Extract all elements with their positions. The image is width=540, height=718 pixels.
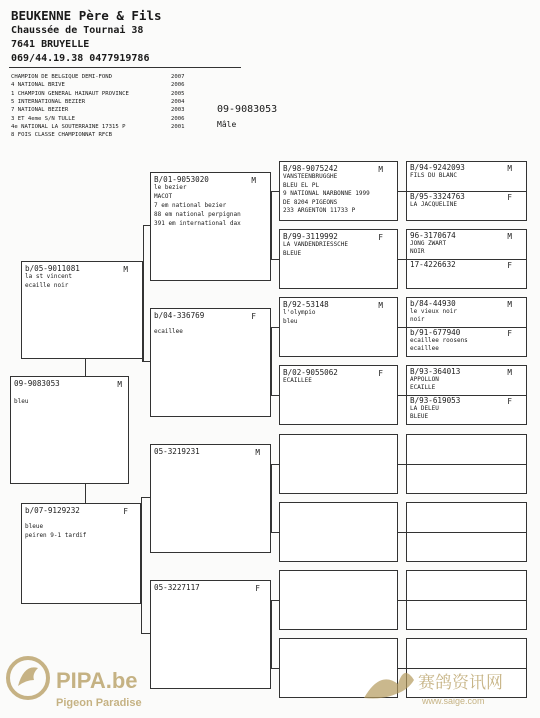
tree-connector xyxy=(271,259,279,260)
sex-marker: M xyxy=(507,368,512,377)
ring-number: B/02-9055062 xyxy=(283,368,338,377)
honor-year: 2006 xyxy=(171,115,185,122)
box-gen4 xyxy=(279,570,398,630)
sex-marker: M xyxy=(251,176,256,185)
pigeon-info-line: ECAILLE xyxy=(410,384,436,391)
honor-item xyxy=(11,90,185,98)
pigeon-info-line: BLEU EL PL xyxy=(283,181,320,189)
subject-sex: Mâle xyxy=(217,120,237,129)
ring-number: B/01-9053020 xyxy=(154,175,209,184)
pigeon-info-line: FILS DU BLANC xyxy=(410,172,457,179)
pair-divider xyxy=(407,532,526,533)
tree-connector xyxy=(85,359,86,376)
box-dam-dam xyxy=(150,580,271,689)
tree-connector xyxy=(398,191,406,192)
ring-number: B/95-3324763 xyxy=(410,192,465,201)
tree-connector xyxy=(141,553,142,633)
pigeon-info-line: DE 8204 PIGEONS xyxy=(283,198,338,206)
sex-marker: M xyxy=(507,164,512,173)
box-sire-sire xyxy=(150,172,271,281)
tree-connector xyxy=(271,668,279,669)
ring-number: B/92-53148 xyxy=(283,300,329,309)
tree-connector xyxy=(143,225,150,226)
box-dam-sire xyxy=(150,444,271,553)
pigeon-info-line: peiren 9-1 tardif xyxy=(25,532,87,539)
box-gen5-pair xyxy=(406,434,527,494)
pigeon-info-line: ecaillee roosens xyxy=(410,337,468,344)
box-gen5-pair xyxy=(406,570,527,630)
saige-brand-text: 赛鸽资讯网 xyxy=(418,673,503,693)
tree-connector xyxy=(141,497,150,498)
honor-item xyxy=(11,115,185,123)
tree-connector xyxy=(398,395,406,396)
honor-year: 2004 xyxy=(171,98,185,105)
tree-connector xyxy=(271,191,272,260)
ring-number: b/84-44930 xyxy=(410,299,456,308)
box-sire xyxy=(21,261,143,359)
honor-item xyxy=(11,133,112,139)
pigeon-info-line: bleu xyxy=(283,317,298,325)
pigeon-info-line: le bezier xyxy=(154,184,187,191)
sex-marker: M xyxy=(255,448,260,457)
pipa-tagline-text: Pigeon Paradise xyxy=(56,697,142,709)
sex-marker: F xyxy=(507,397,512,406)
box-gen5-pair xyxy=(406,297,527,357)
sex-marker: F xyxy=(378,233,383,242)
subject-ring: 09-9083053 xyxy=(217,104,278,115)
honor-item xyxy=(11,98,185,106)
tree-connector xyxy=(141,497,142,554)
honor-year: 2006 xyxy=(171,82,185,89)
honor-text: 4e NATIONAL LA SOUTERRAINE 17315 P xyxy=(11,123,126,130)
box-gen5-pair xyxy=(406,502,527,562)
sex-marker: M xyxy=(123,265,128,274)
ring-number: B/93-364013 xyxy=(410,367,461,376)
pigeon-info-line: noir xyxy=(410,316,425,323)
breeder-city: 7641 BRUYELLE xyxy=(11,39,90,50)
box-gen4 xyxy=(279,229,398,289)
sex-marker: M xyxy=(507,232,512,241)
pigeon-info-line: ecaillee xyxy=(410,345,439,352)
breeder-name: BEUKENNE Père & Fils xyxy=(11,8,162,23)
pigeon-info-line: la st vincent xyxy=(25,273,72,280)
sex-marker: F xyxy=(507,329,512,338)
tree-connector xyxy=(398,259,406,260)
pigeon-info-line: bleue xyxy=(25,523,44,530)
pigeon-info-line: LA JACQUELINE xyxy=(410,201,457,208)
pigeon-info-line: NOIR xyxy=(410,248,425,255)
tree-connector xyxy=(85,484,86,503)
honor-year: 2001 xyxy=(171,123,185,130)
pigeon-info-line: 7 em national bezier xyxy=(154,202,227,209)
honor-year: 2007 xyxy=(171,74,185,80)
pigeon-info-line: ecaillee xyxy=(154,328,183,335)
pigeon-info-line: ecaille noir xyxy=(25,282,69,289)
box-gen5-pair xyxy=(406,365,527,425)
pipa-watermark-logo xyxy=(4,650,154,712)
box-gen5-pair xyxy=(406,161,527,221)
tree-connector xyxy=(398,600,406,601)
pigeon-info-line: LA DELEU xyxy=(410,405,439,412)
ring-number: 05-3219231 xyxy=(154,447,200,456)
box-gen4 xyxy=(279,297,398,357)
box-sire-dam xyxy=(150,308,271,417)
sex-marker: M xyxy=(378,301,383,310)
sex-marker: F xyxy=(507,193,512,202)
honor-year: 2003 xyxy=(171,107,185,114)
tree-connector xyxy=(271,464,279,465)
sex-marker: M xyxy=(117,380,122,389)
ring-number: B/93-619053 xyxy=(410,396,461,405)
pigeon-info-line: MACOT xyxy=(154,193,173,200)
tree-connector xyxy=(271,464,272,532)
honor-item xyxy=(11,74,185,81)
pigeon-info-line: LA VANDENDRIESSCHE xyxy=(283,241,349,248)
pigeon-info-line: l'olympio xyxy=(283,309,316,316)
tree-connector xyxy=(271,600,279,601)
pigeon-info-line: ECAILLEE xyxy=(283,377,312,384)
sex-marker: F xyxy=(507,261,512,270)
ring-number: b/05-9011081 xyxy=(25,264,80,273)
tree-connector xyxy=(271,532,279,533)
tree-connector xyxy=(143,225,144,361)
honor-text: 8 FOIS CLASSE CHAMPIONNAT RFCB xyxy=(11,132,113,139)
tree-connector xyxy=(143,361,150,362)
honor-text: 4 NATIONAL BRIVE xyxy=(11,82,65,89)
sex-marker: F xyxy=(251,312,256,321)
ring-number: B/99-3119992 xyxy=(283,232,338,241)
ring-number: 09-9083053 xyxy=(14,379,60,388)
ring-number: B/94-9242093 xyxy=(410,163,465,172)
box-dam xyxy=(21,503,141,604)
breeder-street: Chaussée de Tournai 38 xyxy=(11,25,144,36)
honor-text: 3 ET 4eme S/N TULLE xyxy=(11,115,75,122)
honor-text: 5 INTERNATIONAL BEZIER xyxy=(11,98,86,105)
ring-number: b/04-336769 xyxy=(154,311,205,320)
pigeon-info-line: JONG ZWART xyxy=(410,240,447,247)
tree-connector xyxy=(142,310,143,362)
tree-connector xyxy=(398,532,406,533)
saige-watermark-logo xyxy=(358,650,538,712)
pigeon-info-line: bleu xyxy=(14,398,29,405)
ring-number: 17-4226632 xyxy=(410,260,456,269)
honor-text: 1 CHAMPION GENERAL HAINAUT PROVINCE xyxy=(11,90,129,97)
tree-connector xyxy=(271,191,279,192)
box-gen4 xyxy=(279,161,398,221)
pigeon-info-line: 233 ARGENTON 11733 P xyxy=(283,207,356,215)
box-gen4 xyxy=(279,365,398,425)
tree-connector xyxy=(398,327,406,328)
ring-number: b/07-9129232 xyxy=(25,506,80,515)
ring-number: b/91-677940 xyxy=(410,328,461,337)
sex-marker: M xyxy=(378,165,383,174)
sex-marker: M xyxy=(507,300,512,309)
pigeon-info-line: BLEUE xyxy=(283,249,302,257)
box-gen4 xyxy=(279,502,398,562)
pigeon-info-line: 9 NATIONAL NARBONNE 1999 xyxy=(283,190,370,198)
tree-connector xyxy=(398,464,406,465)
ring-number: B/98-9075242 xyxy=(283,164,338,173)
ring-number: 96-3170674 xyxy=(410,231,456,240)
honor-item xyxy=(11,107,185,114)
box-gen4 xyxy=(279,434,398,494)
pair-divider xyxy=(407,464,526,465)
pair-divider xyxy=(407,600,526,601)
sex-marker: F xyxy=(255,584,260,593)
tree-connector xyxy=(271,395,279,396)
tree-connector xyxy=(141,633,150,634)
pigeon-info-line: VANSTEENBRUGGHE xyxy=(283,173,338,180)
header-rule xyxy=(9,67,241,68)
pipa-brand-text: PIPA.be xyxy=(56,668,138,693)
pigeon-info-line: APPOLLON xyxy=(410,376,439,383)
pigeon-info-line: BLEUE xyxy=(410,413,429,420)
ring-number: 05-3227117 xyxy=(154,583,200,592)
sex-marker: F xyxy=(123,507,128,516)
pigeon-info-line: 391 em international dax xyxy=(154,220,241,227)
pigeon-info-line: 88 em national perpignan xyxy=(154,211,241,218)
honor-item xyxy=(11,82,185,89)
tree-connector xyxy=(271,327,272,396)
box-gen5-pair xyxy=(406,229,527,289)
honor-year: 2005 xyxy=(171,90,185,97)
sex-marker: F xyxy=(378,369,383,378)
honor-text: 7 NATIONAL BEZIER xyxy=(11,107,69,114)
tree-connector xyxy=(271,600,272,668)
breeder-phones: 069/44.19.38 0477919786 xyxy=(11,53,150,64)
honor-item xyxy=(11,123,185,131)
tree-connector xyxy=(271,327,279,328)
saige-url-text: www.saige.com xyxy=(422,696,485,706)
box-pigeon xyxy=(10,376,129,484)
pigeon-info-line: le vieux noir xyxy=(410,308,457,315)
honor-text: CHAMPION DE BELGIQUE DEMI-FOND xyxy=(11,74,113,80)
